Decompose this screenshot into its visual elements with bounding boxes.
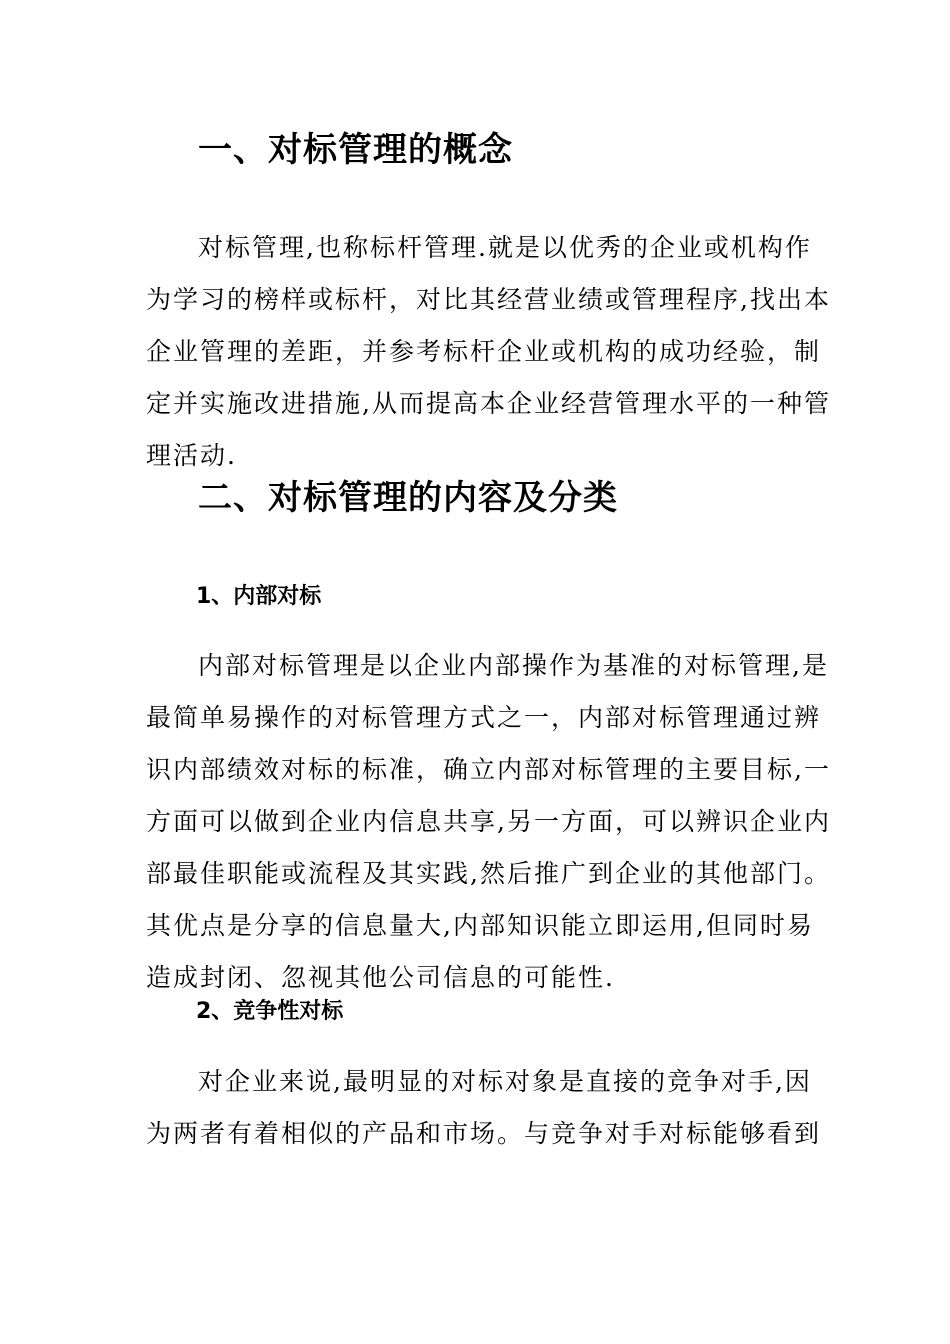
text-line: 部最佳职能或流程及其实践,然后推广到企业的其他部门。 [146,859,831,888]
text-line: 对企业来说,最明显的对标对象是直接的竞争对手,因 [198,1067,812,1096]
paragraph-concept [146,222,831,482]
subheading-competitive-benchmarking: 2、竞争性对标 [196,999,344,1024]
subheading-internal-benchmarking: 1、内部对标 [196,584,322,609]
text-line: 其优点是分享的信息量大,内部知识能立即运用,但同时易 [146,911,814,940]
heading-content-classification: 二、对标管理的内容及分类 [198,478,618,518]
heading-concept: 一、对标管理的概念 [198,130,513,170]
text-line: 为两者有着相似的产品和市场。与竞争对手对标能够看到 [146,1119,822,1148]
text-line: 造成封闭、忽视其他公司信息的可能性. [146,963,615,992]
text-line: 最简单易操作的对标管理方式之一，内部对标管理通过辨 [146,703,822,732]
text-line: 企业管理的差距，并参考标杆企业或机构的成功经验，制 [146,337,822,366]
paragraph-competitive-benchmarking [146,1056,822,1160]
text-line: 方面可以做到企业内信息共享,另一方面，可以辨识企业内 [146,807,831,836]
text-line: 对标管理,也称标杆管理.就是以优秀的企业或机构作 [198,233,812,262]
text-line: 为学习的榜样或标杆，对比其经营业绩或管理程序,找出本 [146,285,831,314]
paragraph-internal-benchmarking [146,640,831,1004]
text-line: 内部对标管理是以企业内部操作为基准的对标管理,是 [198,651,829,680]
text-line: 定并实施改进措施,从而提高本企业经营管理水平的一种管 [146,389,831,418]
text-line: 识内部绩效对标的标准，确立内部对标管理的主要目标,一 [146,755,831,784]
text-line: 理活动. [146,441,237,470]
